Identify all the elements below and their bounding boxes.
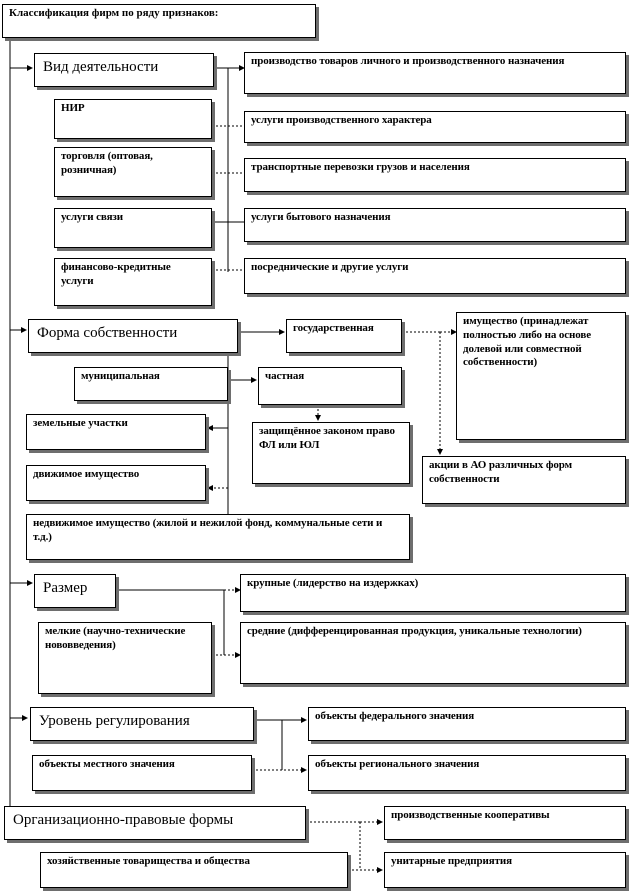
legal-unitary: унитарные предприятия	[384, 852, 626, 888]
activity-right-1: производство товаров личного и производственного назначения	[244, 52, 626, 94]
ownership-movable: движимое имущество	[26, 465, 206, 501]
regulation-header: Уровень регулирования	[30, 707, 254, 741]
regulation-regional: объекты регионального значения	[308, 755, 626, 791]
activity-right-4: услуги бытового назначения	[244, 208, 626, 242]
size-small: мелкие (научно-технические нововведения)	[38, 622, 212, 694]
regulation-local: объекты местного значения	[32, 755, 252, 791]
ownership-shares: акции в АО различных форм собственности	[422, 456, 626, 504]
ownership-protected-right: защищённое законом право ФЛ или ЮЛ	[252, 422, 410, 484]
diagram-title: Классификация фирм по ряду признаков:	[2, 4, 316, 38]
ownership-state: государственная	[286, 319, 402, 353]
ownership-property-shared: имущество (принадлежат полностью либо на основе долевой или совместной собственности)	[456, 312, 626, 440]
legal-partnerships: хозяйственные товарищества и общества	[40, 852, 348, 888]
activity-right-3: транспортные перевозки грузов и населения	[244, 158, 626, 192]
ownership-municipal: муниципальная	[74, 367, 228, 401]
regulation-federal: объекты федерального значения	[308, 707, 626, 741]
activity-right-5: посреднические и другие услуги	[244, 258, 626, 294]
activity-right-2: услуги производственного характера	[244, 111, 626, 143]
activity-left-2: торговля (оптовая, розничная)	[54, 147, 212, 197]
legal-header: Организационно-правовые формы	[4, 806, 306, 840]
activity-left-4: финансово-кредитные услуги	[54, 258, 212, 306]
size-large: крупные (лидерство на издержках)	[240, 574, 626, 612]
ownership-header: Форма собственности	[28, 319, 238, 353]
ownership-land: земельные участки	[26, 414, 206, 450]
activity-header: Вид деятельности	[34, 53, 214, 87]
ownership-real-estate: недвижимое имущество (жилой и нежилой фонд, коммунальные сети и т.д.)	[26, 514, 410, 560]
size-medium: средние (дифференцированная продукция, уникальные технологии)	[240, 622, 626, 684]
size-header: Размер	[34, 574, 116, 608]
legal-coops: производственные кооперативы	[384, 806, 626, 840]
activity-left-3: услуги связи	[54, 208, 212, 248]
ownership-private: частная	[258, 367, 402, 405]
activity-left-1: НИР	[54, 99, 212, 139]
